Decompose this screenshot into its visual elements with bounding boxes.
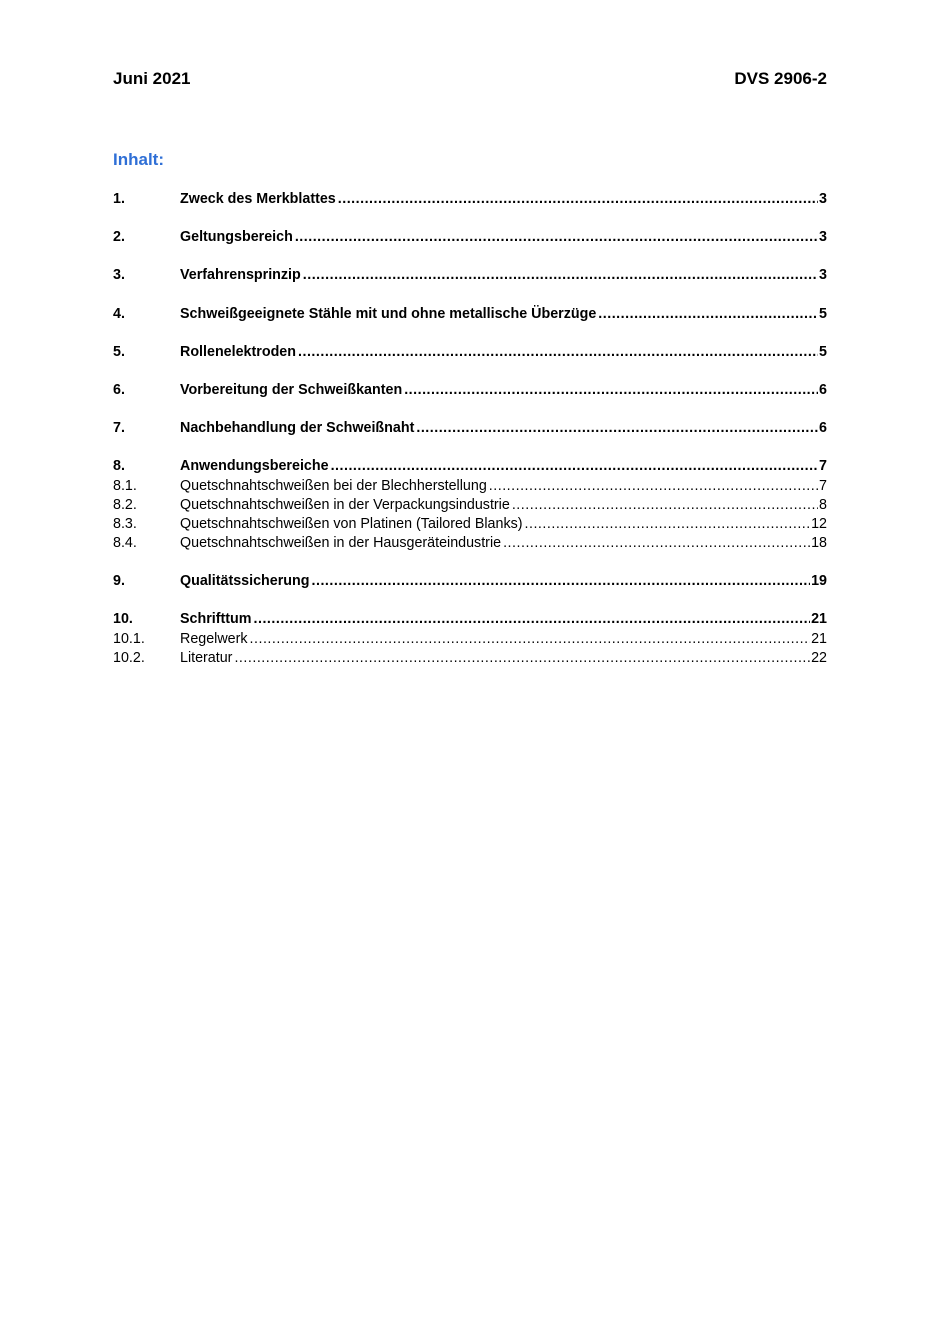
toc-dot-leader: [598, 305, 818, 324]
toc-entry-page: 6: [819, 420, 827, 437]
toc-entry[interactable]: [113, 190, 827, 209]
toc-dot-leader: [404, 381, 818, 400]
toc-entry-label: Vorbereitung der Schweißkanten: [180, 381, 403, 398]
toc-entry-label: Schweißgeeignete Stähle mit und ohne metallische Überzüge: [180, 305, 597, 322]
toc-entry-label: Verfahrensprinzip: [180, 267, 301, 284]
toc-entry-page: 6: [819, 381, 827, 398]
toc-entry-label: Qualitätssicherung: [180, 573, 310, 590]
toc-entry-page: 21: [811, 630, 827, 647]
toc-dot-leader: [303, 266, 818, 285]
toc-subentry[interactable]: [113, 649, 827, 668]
toc-entry[interactable]: [113, 572, 827, 591]
toc-entry[interactable]: [113, 419, 827, 438]
toc-dot-leader: [338, 190, 818, 209]
toc-subentry[interactable]: [113, 630, 827, 649]
toc-entry-label: Anwendungsbereiche: [180, 458, 329, 475]
toc-entry-page: 7: [819, 458, 827, 475]
toc-entry[interactable]: [113, 343, 827, 362]
toc-entry-number: 7.: [113, 420, 125, 437]
toc-entry-page: 3: [819, 191, 827, 207]
toc-entry-number: 8.3.: [113, 515, 137, 532]
toc-entry-number: 8.1.: [113, 477, 137, 494]
toc-subentry[interactable]: [113, 534, 827, 553]
header-date: Juni 2021: [113, 69, 191, 88]
toc-entry[interactable]: [113, 305, 827, 324]
toc-entry-number: 4.: [113, 305, 125, 322]
toc-entry-label: Geltungsbereich: [180, 229, 293, 246]
toc-entry[interactable]: [113, 381, 827, 400]
toc-subentry[interactable]: [113, 496, 827, 515]
toc-entry-number: 3.: [113, 267, 125, 284]
toc-entry-label: Regelwerk: [180, 630, 248, 647]
toc-entry-page: 21: [811, 611, 827, 628]
toc-entry-page: 5: [819, 343, 827, 360]
table-of-contents: [113, 190, 827, 668]
toc-dot-leader: [331, 457, 818, 476]
toc-dot-leader: [250, 630, 811, 649]
toc-entry-page: 22: [811, 649, 827, 666]
toc-entry-label: Quetschnahtschweißen in der Hausgeräteindustrie: [180, 535, 502, 552]
toc-entry-page: 3: [819, 229, 827, 246]
toc-entry-label: Quetschnahtschweißen bei der Blechherstellung: [180, 477, 487, 494]
toc-entry-number: 8.4.: [113, 535, 137, 552]
toc-subentry[interactable]: [113, 477, 827, 496]
toc-entry-number: 8.: [113, 458, 125, 475]
toc-entry-label: Nachbehandlung der Schweißnaht: [180, 420, 415, 437]
toc-entry-label: Rollenelektroden: [180, 343, 296, 360]
toc-entry-number: 9.: [113, 573, 125, 590]
toc-dot-leader: [489, 477, 818, 496]
toc-entry-page: 19: [811, 573, 827, 590]
toc-dot-leader: [295, 228, 818, 247]
toc-entry[interactable]: [113, 610, 827, 629]
toc-entry-label: Literatur: [180, 649, 233, 666]
toc-entry[interactable]: [113, 266, 827, 285]
toc-subentry[interactable]: [113, 515, 827, 534]
toc-dot-leader: [234, 649, 810, 668]
toc-entry-number: 6.: [113, 381, 125, 398]
toc-entry-number: 10.: [113, 611, 133, 628]
toc-entry-label: Zweck des Merkblattes: [180, 191, 336, 207]
toc-entry-number: 1.: [113, 191, 125, 207]
toc-entry-number: 8.2.: [113, 496, 137, 513]
toc-entry[interactable]: [113, 457, 827, 476]
toc-entry-number: 2.: [113, 229, 125, 246]
toc-entry-label: Schrifttum: [180, 611, 252, 628]
toc-entry-label: Quetschnahtschweißen in der Verpackungsindustrie: [180, 496, 510, 513]
toc-entry-page: 8: [819, 496, 827, 513]
toc-entry-number: 5.: [113, 343, 125, 360]
toc-dot-leader: [416, 419, 818, 438]
toc-entry-page: 7: [819, 477, 827, 494]
header-document-id: DVS 2906-2: [734, 69, 827, 88]
toc-dot-leader: [525, 515, 811, 534]
toc-entry-number: 10.2.: [113, 649, 145, 666]
toc-dot-leader: [512, 496, 818, 515]
toc-dot-leader: [254, 610, 811, 629]
toc-entry[interactable]: [113, 228, 827, 247]
toc-title: Inhalt:: [113, 150, 164, 169]
toc-entry-label: Quetschnahtschweißen von Platinen (Tailored Blanks): [180, 515, 523, 532]
toc-entry-page: 5: [819, 305, 827, 322]
toc-entry-number: 10.1.: [113, 630, 145, 647]
page-header: [113, 68, 827, 90]
toc-dot-leader: [312, 572, 811, 591]
toc-entry-page: 18: [811, 535, 827, 552]
toc-dot-leader: [503, 534, 810, 553]
toc-entry-page: 3: [819, 267, 827, 284]
toc-entry-page: 12: [811, 515, 827, 532]
toc-dot-leader: [298, 343, 818, 362]
